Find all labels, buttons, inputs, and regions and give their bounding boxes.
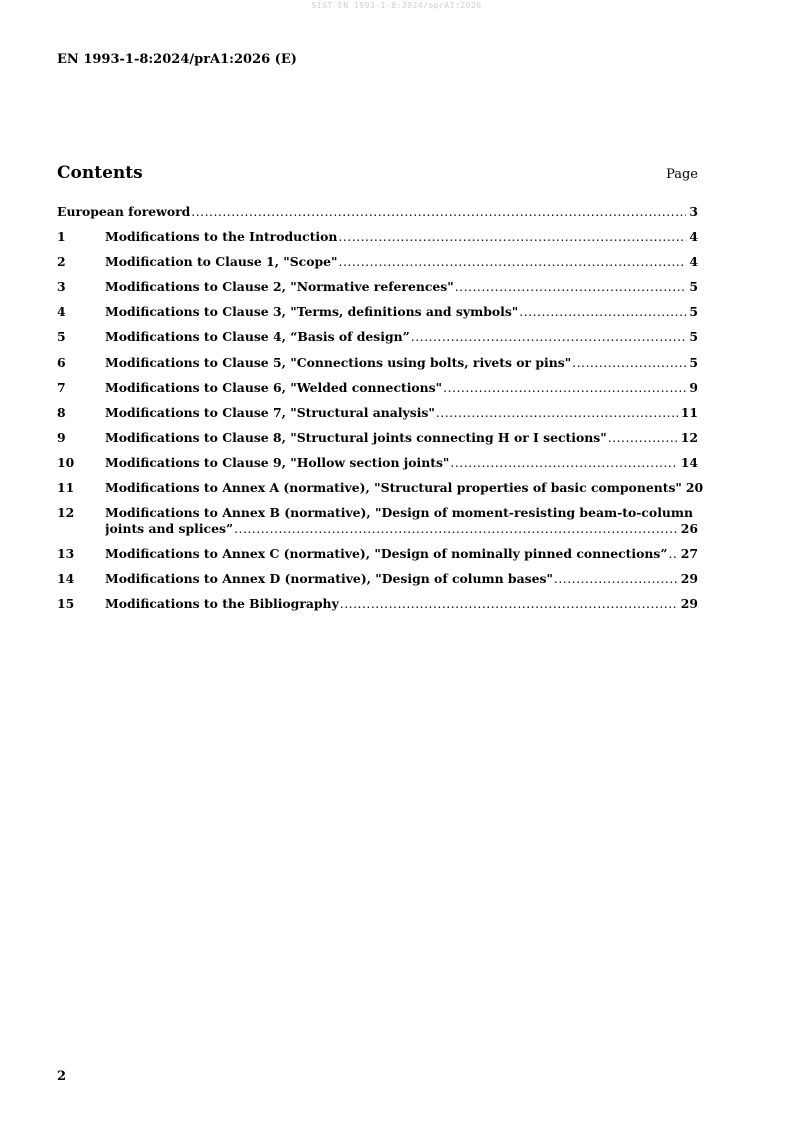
dot-leader	[340, 596, 678, 612]
dot-leader	[411, 329, 687, 345]
dot-leader	[572, 355, 686, 371]
toc-entry-number: 6	[57, 354, 66, 370]
toc-entry-number: 2	[57, 254, 66, 270]
toc-entry-number: 1	[57, 229, 66, 245]
toc-entry-11[interactable]	[57, 480, 704, 496]
toc-entry-12[interactable]	[57, 505, 698, 537]
toc-entry-2[interactable]	[57, 254, 698, 270]
table-of-contents	[57, 204, 704, 622]
toc-entry-page: 5	[689, 329, 698, 345]
toc-entry-9[interactable]	[57, 430, 698, 446]
toc-entry-title: Modifications to Clause 8, "Structural joints connecting H or I sections"	[105, 429, 607, 445]
toc-entry-title: Modification to Clause 1, "Scope"	[105, 254, 338, 270]
toc-entry-title-line-2: joints and splices”	[105, 521, 234, 537]
toc-entry-5[interactable]	[57, 329, 698, 345]
document-identifier: EN 1993-1-8:2024/prA1:2026 (E)	[57, 52, 297, 67]
toc-entry-number: 8	[57, 404, 66, 420]
dot-leader	[554, 571, 678, 587]
toc-entry-page: 27	[680, 546, 698, 562]
toc-entry-10[interactable]	[57, 455, 698, 471]
toc-entry-13[interactable]	[57, 546, 698, 562]
toc-entry-page: 14	[680, 454, 698, 470]
toc-entry-page: 9	[689, 379, 698, 395]
toc-entry-1[interactable]	[57, 229, 698, 245]
page-column-label: Page	[666, 167, 698, 182]
toc-entry-8[interactable]	[57, 405, 698, 421]
toc-entry-number: 14	[57, 571, 75, 587]
dot-leader	[191, 204, 686, 220]
toc-entry-page: 12	[680, 429, 698, 445]
toc-entry-15[interactable]	[57, 596, 698, 612]
toc-entry-6[interactable]	[57, 355, 698, 371]
toc-entry-number: 9	[57, 429, 66, 445]
toc-entry-title: Modifications to Clause 3, "Terms, definitions and symbols"	[105, 304, 519, 320]
toc-entry-page: 29	[680, 596, 698, 612]
toc-entry-number: 5	[57, 329, 66, 345]
toc-entry-number: 7	[57, 379, 66, 395]
toc-entry-number: 3	[57, 279, 66, 295]
toc-entry-title: Modifications to Clause 5, "Connections using bolts, rivets or pins"	[105, 354, 572, 370]
toc-entry-7[interactable]	[57, 380, 698, 396]
contents-title: Contents	[57, 163, 143, 183]
toc-entry-body	[105, 505, 698, 537]
dot-leader	[443, 380, 686, 396]
toc-entry-title: Modifications to Clause 6, "Welded connections"	[105, 379, 443, 395]
toc-entry-title: Modifications to Clause 9, "Hollow section joints"	[105, 454, 450, 470]
toc-entry-4[interactable]	[57, 304, 698, 320]
dot-leader	[519, 304, 686, 320]
dot-leader	[455, 279, 687, 295]
toc-entry-14[interactable]	[57, 571, 698, 587]
toc-entry-page: 26	[680, 521, 698, 537]
toc-entry-page: 3	[689, 204, 698, 219]
toc-entry-number: 11	[57, 480, 75, 496]
dot-leader	[338, 229, 686, 245]
toc-entry-page: 4	[689, 254, 698, 270]
toc-entry-title: Modifications to Annex A (normative), "Structural properties of basic components"	[105, 480, 682, 496]
toc-entry-title: European foreword	[57, 204, 191, 219]
dot-leader	[608, 430, 678, 446]
toc-entry-continuation	[105, 521, 698, 537]
toc-entry-number: 12	[57, 505, 75, 521]
toc-entry-page: 4	[689, 229, 698, 245]
toc-entry-title: Modifications to Annex D (normative), "Design of column bases"	[105, 571, 553, 587]
toc-entry-page: 5	[689, 279, 698, 295]
dot-leader	[450, 455, 677, 471]
dot-leader	[668, 546, 677, 562]
watermark: SIST EN 1993-1-8:2024/oprA1:2026	[311, 1, 482, 10]
toc-entry-title-line-1: Modifications to Annex B (normative), "Design of moment-resisting beam-to-column	[105, 505, 694, 521]
toc-entry-number: 10	[57, 454, 75, 470]
toc-entry-number: 15	[57, 596, 75, 612]
toc-entry-page: 29	[680, 571, 698, 587]
toc-entry-title: Modifications to the Introduction	[105, 229, 338, 245]
toc-entry-page: 5	[689, 304, 698, 320]
toc-entry-title: Modifications to Clause 7, "Structural analysis"	[105, 404, 435, 420]
toc-entry-page: 5	[689, 354, 698, 370]
toc-entry-number: 13	[57, 546, 75, 562]
dot-leader	[234, 521, 678, 537]
dot-leader	[436, 405, 678, 421]
page-number: 2	[57, 1069, 67, 1084]
toc-entry-number: 4	[57, 304, 66, 320]
toc-entry-title: Modifications to Clause 2, "Normative references"	[105, 279, 454, 295]
toc-entry-page: 11	[680, 404, 698, 420]
toc-entry-title: Modifications to the Bibliography	[105, 596, 339, 612]
toc-entry-3[interactable]	[57, 279, 698, 295]
dot-leader	[339, 254, 687, 270]
toc-entry-foreword[interactable]	[57, 204, 698, 220]
toc-entry-page: 20	[685, 480, 704, 496]
toc-entry-title: Modifications to Clause 4, “Basis of design”	[105, 329, 410, 345]
toc-entry-title: Modifications to Annex C (normative), "Design of nominally pinned connections”	[105, 546, 668, 562]
